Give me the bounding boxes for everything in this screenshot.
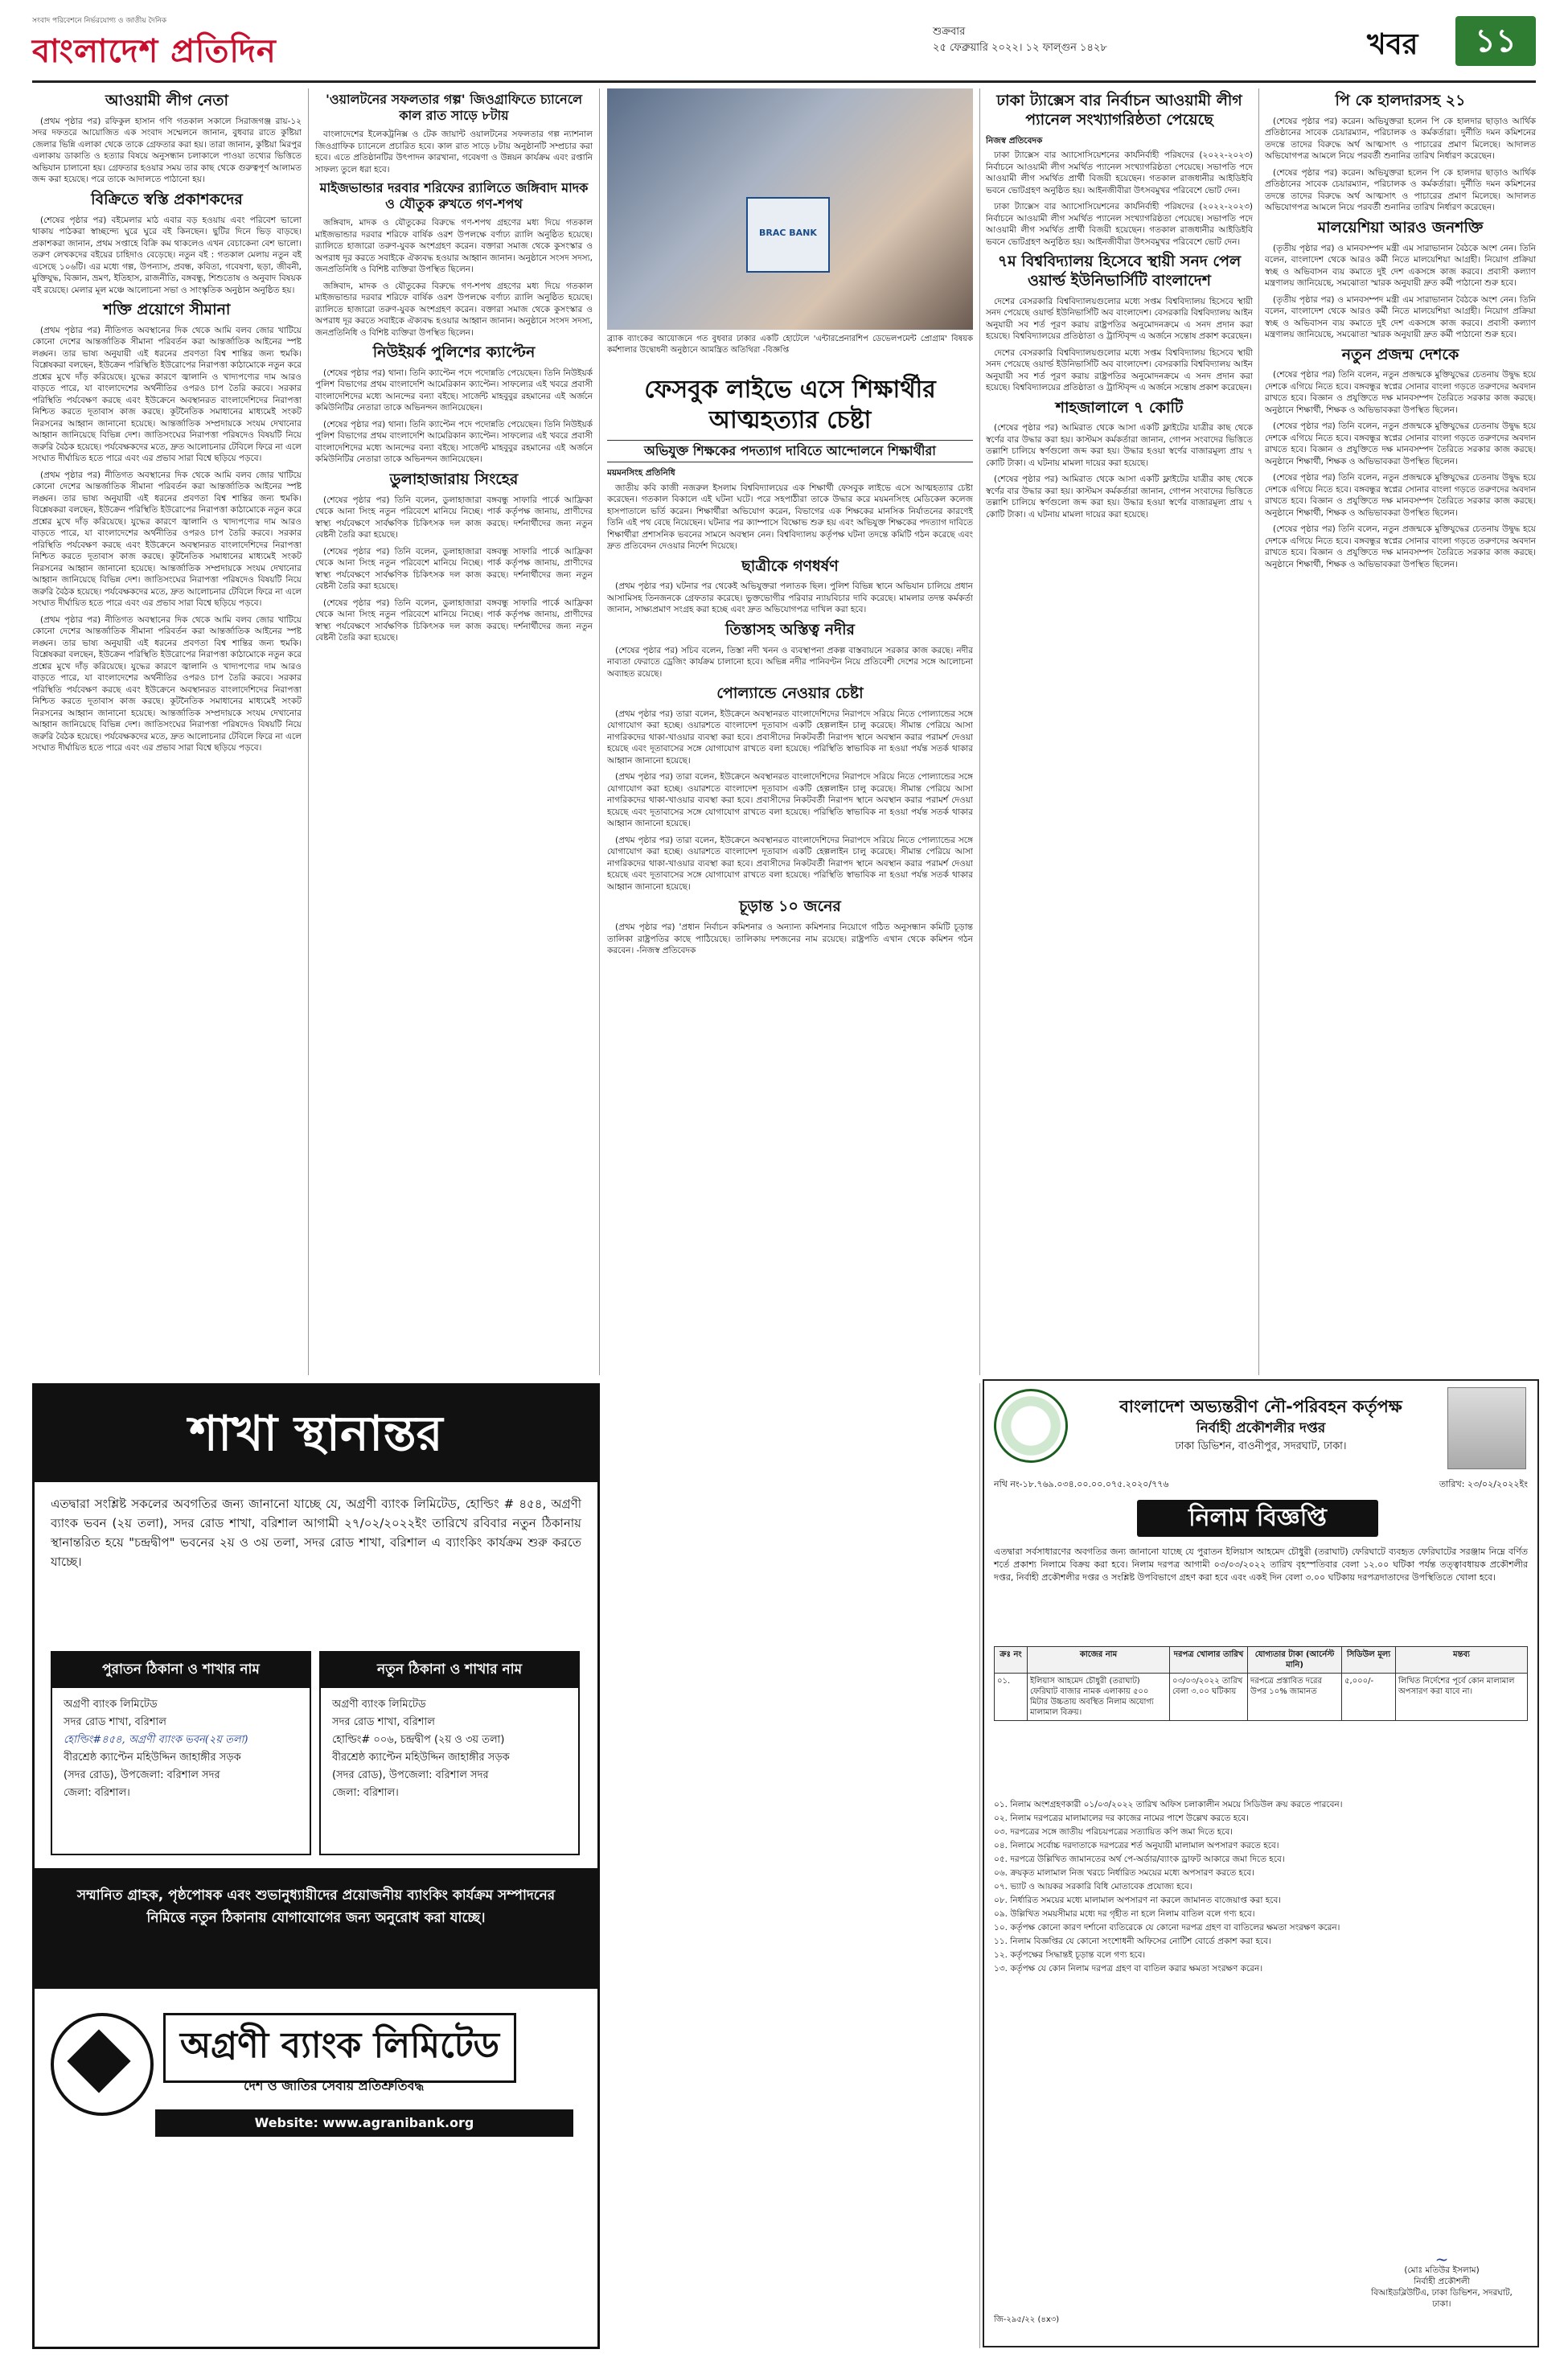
- new-address-box: [319, 1651, 580, 1855]
- article-body: বাংলাদেশের ইলেকট্রনিক্স ও টেক জায়ান্ট ওয়ালটনের সফলতার গল্প ন্যাশনাল জিওগ্রাফিক চ্যানেলে প্রচারিত হবে। কাল রাত সাড়ে ৮টায় অনুষ্ঠানটি সম্প্রচার করা হবে। এতে প্রতিষ্ঠানটির উৎপাদন কারখানা, গবেষণা ও উন্নয়ন কার্যক্রম এবং রপ্তানি সাফল্য তুলে ধরা হবে।: [315, 129, 593, 175]
- condition-item: ১০. কর্তৃপক্ষ কোনো কারণ দর্শানো ব্যতিরেকে যে কোনো দরপত্র গ্রহণ বা বাতিলের ক্ষমতা সংরক্ষণ করেন।: [994, 1923, 1340, 1932]
- column-divider: [308, 88, 309, 1375]
- condition-item: ১১. নিলাম বিজ্ঞপ্তির যে কোনো সংশোধনী অফিসের নোটিশ বোর্ডে প্রকাশ করা হবে।: [994, 1937, 1271, 1946]
- table-cell: দরপত্রে প্রস্তাবিত দরের উপর ১০% জামানত: [1248, 1674, 1342, 1721]
- condition-item: ১৩. কর্তৃপক্ষ যে কোন নিলাম দরপত্র গ্রহণ বা বাতিল করার ক্ষমতা সংরক্ষণ করেন।: [994, 1964, 1263, 1974]
- old-address-line: বীরশ্রেষ্ঠ ক্যাপ্টেন মহিউদ্দিন জাহাঙ্গীর সড়ক: [64, 1752, 241, 1764]
- new-address-line: সদর রোড শাখা, বরিশাল: [332, 1716, 435, 1728]
- news-photo-brac-bank-event: [607, 88, 973, 330]
- article-body: (প্রথম পৃষ্ঠার পর) নীতিগত অবস্থানের দিক থেকে আমি বলব জোর খাটিয়ে কোনো দেশের আন্তর্জাতিক সীমানা পরিবর্তন করা আন্তর্জাতিক আইনের স্পষ্ট লঙ্ঘন। তার ভাষ্য অনুযায়ী এই ধরনের প্রবণতা বিশ্ব শান্তির জন্য হুমকি। বিশ্লেষকরা বলছেন, ইউক্রেন পরিস্থিতি ইউরোপের নিরাপত্তা কাঠামোকে নতুন করে প্রশ্নের মুখে দাঁড় করিয়েছে। যুদ্ধের কারণে জ্বালানি ও খাদ্যপণ্যের দাম আরও বাড়তে পারে, যা বাংলাদেশের অর্থনীতির ওপরও চাপ তৈরি করবে। সরকার পরিস্থিতি পর্যবেক্ষণ করছে এবং ইউক্রেনে অবস্থানরত বাংলাদেশিদের নিরাপত্তা নিশ্চিত করতে দূতাবাস কাজ করছে। কূটনৈতিক সমাধানের মাধ্যমেই সংকট নিরসনের আহ্বান জানানো হয়েছে। আন্তর্জাতিক সম্প্রদায়কে সংযম দেখানোর আহ্বান জানিয়েছে বিভিন্ন দেশ। জাতিসংঘের নিরাপত্তা পরিষদেও বিষয়টি নিয়ে জরুরি বৈঠক হয়েছে। পর্যবেক্ষকদের মতে, দ্রুত আলোচনার টেবিলে ফিরে না এলে সংঘাত দীর্ঘায়িত হতে পারে এবং এর প্রভাব সারা বিশ্বে ছড়িয়ে পড়বে।: [32, 614, 302, 754]
- photo-banner-text: BRAC BANK: [758, 228, 817, 238]
- condition-item: ০৫. দরপত্রে উল্লিখিত জামানতের অর্থ পে-অর্ডার/ব্যাংক ড্রাফট আকারে জমা দিতে হবে।: [994, 1854, 1285, 1864]
- portrait-image: [1447, 1387, 1526, 1469]
- article-body: (শেষের পৃষ্ঠার পর) তিনি বলেন, নতুন প্রজন্মকে মুক্তিযুদ্ধের চেতনায় উদ্বুদ্ধ হয়ে দেশকে এগিয়ে নিতে হবে। বঙ্গবন্ধুর স্বপ্নের সোনার বাংলা গড়তে তরুণদের অবদান রাখতে হবে। বিজ্ঞান ও প্রযুক্তিতে দক্ষ মানবসম্পদ তৈরিতে সরকার কাজ করছে। অনুষ্ঠানে শিক্ষার্থী, শিক্ষক ও অভিভাবকরা উপস্থিত ছিলেন।: [1265, 370, 1536, 415]
- lead-headline-facebook-live: ফেসবুক লাইভে এসে শিক্ষার্থীর আত্মহত্যার চেষ্টা: [644, 376, 936, 434]
- issue-date: [933, 24, 1107, 56]
- new-address-line: অগ্রণী ব্যাংক লিমিটেড: [332, 1698, 426, 1711]
- article-body: (শেষের পৃষ্ঠার পর) আমিরাত থেকে আসা একটি ফ্লাইটের যাত্রীর কাছ থেকে স্বর্ণের বার উদ্ধার করা হয়। কাস্টমস কর্মকর্তারা জানান, গোপন সংবাদের ভিত্তিতে তল্লাশি চালিয়ে স্বর্ণগুলো জব্দ করা হয়। উদ্ধার হওয়া স্বর্ণের বাজারমূল্য প্রায় ৭ কোটি টাকা। এ ঘটনায় মামলা দায়ের করা হয়েছে।: [986, 474, 1253, 520]
- auction-table: [994, 1646, 1528, 1721]
- article-body: (শেষের পৃষ্ঠার পর) তিনি বলেন, নতুন প্রজন্মকে মুক্তিযুদ্ধের চেতনায় উদ্বুদ্ধ হয়ে দেশকে এগিয়ে নিতে হবে। বঙ্গবন্ধুর স্বপ্নের সোনার বাংলা গড়তে তরুণদের অবদান রাখতে হবে। বিজ্ঞান ও প্রযুক্তিতে দক্ষ মানবসম্পদ তৈরিতে সরকার কাজ করছে। অনুষ্ঠানে শিক্ষার্থী, শিক্ষক ও অভিভাবকরা উপস্থিত ছিলেন।: [1265, 524, 1536, 569]
- issue-date-text: ২৫ ফেব্রুয়ারি ২০২২। ১২ ফাল্গুন ১৪২৮: [933, 42, 1107, 54]
- condition-item: ০৪. নিলামে সর্বোচ্চ দরদাতাকে দরপত্রের শর্ত অনুযায়ী মালামাল অপসারণ করতে হবে।: [994, 1841, 1279, 1850]
- condition-item: ০৮. নির্ধারিত সময়ের মধ্যে মালামাল অপসারণ না করলে জামানত বাজেয়াপ্ত করা হবে।: [994, 1896, 1282, 1905]
- table-header: দরপত্র খোলার তারিখ: [1170, 1647, 1248, 1674]
- page-number-badge: ১১: [1455, 16, 1536, 66]
- bank-name: অগ্রণী ব্যাংক লিমিটেড: [163, 2013, 516, 2083]
- article-body: (প্রথম পৃষ্ঠার পর) তারা বলেন, ইউক্রেনে অবস্থানরত বাংলাদেশিদের নিরাপদে সরিয়ে নিতে পোল্যান্ডের সঙ্গে যোগাযোগ করা হচ্ছে। ওয়ারশতে বাংলাদেশ দূতাবাস একটি হেল্পলাইন চালু করেছে। সীমান্ত পেরিয়ে আসা নাগরিকদের থাকা-খাওয়ার ব্যবস্থা করা হবে। প্রবাসীদের নিকটবর্তী নিরাপদ স্থানে অবস্থান করার পরামর্শ দেওয়া হয়েছে এবং দূতাবাসের সঙ্গে যোগাযোগ রাখতে বলা হয়েছে। পরিস্থিতি স্বাভাবিক না হওয়া পর্যন্ত সতর্ক থাকার আহ্বান জানানো হয়েছে।: [607, 772, 973, 829]
- article-body: (শেষের পৃষ্ঠার পর) করেন। অভিযুক্তরা হলেন পি কে হালদার ছাড়াও আর্থিক প্রতিষ্ঠানের সাবেক চেয়ারম্যান, পরিচালক ও কর্মকর্তারা। দুর্নীতি দমন কমিশনের তদন্তে তাদের বিরুদ্ধে অর্থ আত্মসাৎ ও পাচারের প্রমাণ মিলেছে। আদালত অভিযোগপত্র আমলে নিয়ে পরবর্তী শুনানির তারিখ নির্ধারণ করেছেন।: [1265, 167, 1536, 213]
- column-second: [315, 88, 593, 1375]
- headline-new-generation: নতুন প্রজন্ম দেশকে: [1341, 345, 1459, 363]
- column-left: [32, 88, 302, 1375]
- article-body: ঢাকা ট্যাক্সেস বার অ্যাসোসিয়েশনের কার্যনির্বাহী পরিষদের (২০২২-২০২৩) নির্বাচনে আওয়ামী লীগ সমর্থিত প্যানেল সংখ্যাগরিষ্ঠতা পেয়েছে। সভাপতি পদে আওয়ামী লীগ সমর্থিত প্রার্থী বিজয়ী হয়েছেন। গতকাল রাজধানীর আইডিইবি ভবনে ভোটগ্রহণ অনুষ্ঠিত হয়। আইনজীবীরা উৎসবমুখর পরিবেশে ভোট দেন।: [986, 150, 1253, 195]
- notice-code: জি-২৯৫/২২ (৪x৩): [994, 2315, 1060, 2324]
- byline: নিজস্ব প্রতিবেদক: [986, 135, 1043, 146]
- column-center: [607, 372, 973, 1377]
- headline-gang-rape: ছাত্রীকে গণধর্ষণ: [741, 557, 839, 575]
- headline-dulahazara: ডুলাহাজারায় সিংহের: [389, 470, 519, 488]
- column-divider: [599, 88, 600, 1375]
- table-row: [995, 1674, 1528, 1721]
- column-fifth: [986, 88, 1253, 1375]
- article-body: (শেষের পৃষ্ঠার পর) বইমেলার মাঠ এবার বড় হওয়ায় এবং পরিবেশ ভালো থাকায় পাঠকরা স্বাচ্ছন্দ্যে ঘুরে ঘুরে বই কিনছেন। ছুটির দিনে ভিড় বাড়ছে। প্রকাশকরা জানান, প্রথম সপ্তাহে বিক্রি কম থাকলেও এখন বেচাকেনা বেশ ভালো। তরুণ লেখকদের বইয়ের চাহিদাও বেড়েছে। নতুন বই : গতকাল মেলায় নতুন বই এসেছে ১০৬টি। এর মধ্যে গল্প, উপন্যাস, প্রবন্ধ, কবিতা, গবেষণা, ছড়া, জীবনী, মুক্তিযুদ্ধ, বিজ্ঞান, ভ্রমণ, ইতিহাস, রাজনীতি, বঙ্গবন্ধু, শিশুতোষ ও অনুবাদ বিষয়ক বই রয়েছে। মেলার মূল মঞ্চে আলোচনা সভা ও সাংস্কৃতিক অনুষ্ঠান অনুষ্ঠিত হয়।: [32, 215, 302, 295]
- lead-subheadline: অভিযুক্ত শিক্ষকের পদত্যাগ দাবিতে আন্দোলনে শিক্ষার্থীরা: [607, 440, 973, 462]
- signer-title: নির্বাহী প্রকৌশলী: [1414, 2277, 1470, 2286]
- notice-org: বাংলাদেশ অভ্যন্তরীণ নৌ-পরিবহন কর্তৃপক্ষ: [1119, 1397, 1402, 1416]
- notice-address: ঢাকা ডিভিশন, বাওনীপুর, সদরঘাট, ঢাকা।: [1175, 1440, 1347, 1452]
- ad-title: শাখা স্থানান্তর: [35, 1386, 597, 1482]
- condition-item: ০৭. ভ্যাট ও আয়কর সরকারি বিধি মোতাবেক প্রযোজ্য হবে।: [994, 1882, 1192, 1891]
- old-address-heading: পুরাতন ঠিকানা ও শাখার নাম: [52, 1653, 310, 1688]
- article-body: (শেষের পৃষ্ঠার পর) তিনি বলেন, নতুন প্রজন্মকে মুক্তিযুদ্ধের চেতনায় উদ্বুদ্ধ হয়ে দেশকে এগিয়ে নিতে হবে। বঙ্গবন্ধুর স্বপ্নের সোনার বাংলা গড়তে তরুণদের অবদান রাখতে হবে। বিজ্ঞান ও প্রযুক্তিতে দক্ষ মানবসম্পদ তৈরিতে সরকার কাজ করছে। অনুষ্ঠানে শিক্ষার্থী, শিক্ষক ও অভিভাবকরা উপস্থিত ছিলেন।: [1265, 473, 1536, 518]
- article-body: (প্রথম পৃষ্ঠার পর) নীতিগত অবস্থানের দিক থেকে আমি বলব জোর খাটিয়ে কোনো দেশের আন্তর্জাতিক সীমানা পরিবর্তন করা আন্তর্জাতিক আইনের স্পষ্ট লঙ্ঘন। তার ভাষ্য অনুযায়ী এই ধরনের প্রবণতা বিশ্ব শান্তির জন্য হুমকি। বিশ্লেষকরা বলছেন, ইউক্রেন পরিস্থিতি ইউরোপের নিরাপত্তা কাঠামোকে নতুন করে প্রশ্নের মুখে দাঁড় করিয়েছে। যুদ্ধের কারণে জ্বালানি ও খাদ্যপণ্যের দাম আরও বাড়তে পারে, যা বাংলাদেশের অর্থনীতির ওপরও চাপ তৈরি করবে। সরকার পরিস্থিতি পর্যবেক্ষণ করছে এবং ইউক্রেনে অবস্থানরত বাংলাদেশিদের নিরাপত্তা নিশ্চিত করতে দূতাবাস কাজ করছে। কূটনৈতিক সমাধানের মাধ্যমেই সংকট নিরসনের আহ্বান জানানো হয়েছে। আন্তর্জাতিক সম্প্রদায়কে সংযম দেখানোর আহ্বান জানিয়েছে বিভিন্ন দেশ। জাতিসংঘের নিরাপত্তা পরিষদেও বিষয়টি নিয়ে জরুরি বৈঠক হয়েছে। পর্যবেক্ষকদের মতে, দ্রুত আলোচনার টেবিলে ফিরে না এলে সংঘাত দীর্ঘায়িত হতে পারে এবং এর প্রভাব সারা বিশ্বে ছড়িয়ে পড়বে।: [32, 470, 302, 609]
- article-body: (শেষের পৃষ্ঠার পর) তিনি বলেন, ডুলাহাজারা বঙ্গবন্ধু সাফারি পার্কে আফ্রিকা থেকে আনা সিংহ নতুন পরিবেশে মানিয়ে নিচ্ছে। পার্ক কর্তৃপক্ষ জানায়, প্রাণীদের স্বাস্থ্য পর্যবেক্ষণে সার্বক্ষণিক চিকিৎসক দল কাজ করছে। দর্শনার্থীদের জন্য নতুন বেষ্টনী তৈরি করা হয়েছে।: [315, 598, 593, 643]
- notice-ref-number: নথি নং-১৮.৭৬৯.০৩৪.০০.০০.০৭৫.২০২০/৭৭৬: [994, 1479, 1169, 1489]
- article-body: (শেষের পৃষ্ঠার পর) থানা। তিনি ক্যাপ্টেন পদে পদোন্নতি পেয়েছেন। তিনি নিউইয়র্ক পুলিশ বিভাগের প্রথম বাংলাদেশি আমেরিকান ক্যাপ্টেন। সাফল্যের এই খবরে প্রবাসী বাংলাদেশিদের মধ্যে আনন্দের বন্যা বইছে। সার্জেন্ট মাহবুবুর রহমানের এই অর্জনে কমিউনিটির নেতারা তাকে অভিনন্দন জানিয়েছেন।: [315, 368, 593, 413]
- auction-notice: [983, 1379, 1539, 2347]
- article-body: (তৃতীয় পৃষ্ঠার পর) ও মানবসম্পদ মন্ত্রী এম সারাভানান বৈঠকে অংশ নেন। তিনি বলেন, বাংলাদেশ থেকে আরও কর্মী নিতে মালয়েশিয়া আগ্রহী। নিয়োগ প্রক্রিয়া স্বচ্ছ ও অভিবাসন ব্যয় কমাতে দুই দেশ একসঙ্গে কাজ করবে। প্রবাসী কল্যাণ মন্ত্রণালয় জানিয়েছে, সমঝোতা স্মারক অনুযায়ী দ্রুত কর্মী পাঠানো শুরু হবে।: [1265, 294, 1536, 339]
- bank-tagline: দেশ ও জাতির সেবায় প্রতিশ্রুতিবদ্ধ: [244, 2078, 425, 2093]
- bank-website: Website: www.agranibank.org: [155, 2109, 573, 2137]
- signature-image: ~: [1435, 2249, 1449, 2269]
- new-address-line: বীরশ্রেষ্ঠ ক্যাপ্টেন মহিউদ্দিন জাহাঙ্গীর সড়ক: [332, 1752, 510, 1764]
- table-header-row: [995, 1647, 1528, 1674]
- article-body: দেশের বেসরকারি বিশ্ববিদ্যালয়গুলোর মধ্যে সপ্তম বিশ্ববিদ্যালয় হিসেবে স্থায়ী সনদ পেয়েছে ওয়ার্ল্ড ইউনিভার্সিটি অব বাংলাদেশ। বেসরকারি বিশ্ববিদ্যালয় আইন অনুযায়ী সব শর্ত পূরণ করায় রাষ্ট্রপতির অনুমোদনক্রমে এ সনদ প্রদান করা হয়েছে। বিশ্ববিদ্যালয়ের প্রতিষ্ঠাতা ও ট্রাস্টিবৃন্দ এ অর্জনে সন্তোষ প্রকাশ করেছেন।: [986, 296, 1253, 341]
- table-header: সিডিউল মূল্য: [1342, 1647, 1396, 1674]
- headline-nypd-captain: নিউইয়র্ক পুলিশের ক্যাপ্টেন: [372, 343, 536, 361]
- old-address-line: সদর রোড শাখা, বরিশাল: [64, 1716, 166, 1728]
- article-body: (শেষের পৃষ্ঠার পর) থানা। তিনি ক্যাপ্টেন পদে পদোন্নতি পেয়েছেন। তিনি নিউইয়র্ক পুলিশ বিভাগের প্রথম বাংলাদেশি আমেরিকান ক্যাপ্টেন। সাফল্যের এই খবরে প্রবাসী বাংলাদেশিদের মধ্যে আনন্দের বন্যা বইছে। সার্জেন্ট মাহবুবুর রহমানের এই অর্জনে কমিউনিটির নেতারা তাকে অভিনন্দন জানিয়েছেন।: [315, 419, 593, 465]
- signer-name: (মোঃ মতিউর ইসলাম): [1404, 2265, 1480, 2275]
- condition-item: ০৩. দরপত্রের সঙ্গে জাতীয় পরিচয়পত্রের সত্যায়িত কপি জমা দিতে হবে।: [994, 1827, 1233, 1837]
- article-body: জঙ্গিবাদ, মাদক ও যৌতুকের বিরুদ্ধে গণ-শপথ গ্রহণের মধ্য দিয়ে গতকাল মাইজভান্ডার দরবার শরিফে বার্ষিক ওরশ উপলক্ষে বর্ণাঢ্য র‍্যালি অনুষ্ঠিত হয়েছে। র‍্যালিতে হাজারো তরুণ-যুবক অংশগ্রহণ করেন। বক্তারা সমাজ থেকে কুসংস্কার ও অপরাধ দূর করতে সবাইকে ঐক্যবদ্ধ হওয়ার আহ্বান জানান। অনুষ্ঠানে সংসদ সদস্য, জনপ্রতিনিধি ও বিশিষ্ট ব্যক্তিরা উপস্থিত ছিলেন।: [315, 218, 593, 274]
- article-body: জঙ্গিবাদ, মাদক ও যৌতুকের বিরুদ্ধে গণ-শপথ গ্রহণের মধ্য দিয়ে গতকাল মাইজভান্ডার দরবার শরিফে বার্ষিক ওরশ উপলক্ষে বর্ণাঢ্য র‍্যালি অনুষ্ঠিত হয়েছে। র‍্যালিতে হাজারো তরুণ-যুবক অংশগ্রহণ করেন। বক্তারা সমাজ থেকে কুসংস্কার ও অপরাধ দূর করতে সবাইকে ঐক্যবদ্ধ হওয়ার আহ্বান জানান। অনুষ্ঠানে সংসদ সদস্য, জনপ্রতিনিধি ও বিশিষ্ট ব্যক্তিরা উপস্থিত ছিলেন।: [315, 281, 593, 338]
- article-body: (প্রথম পৃষ্ঠার পর) 'প্রধান নির্বাচন কমিশনার ও অন্যান্য কমিশনার নিয়োগে গঠিত অনুসন্ধান কমিটি চূড়ান্ত তালিকা রাষ্ট্রপতির কাছে পাঠিয়েছে। তালিকায় দশজনের নাম রয়েছে। রাষ্ট্রপতি এখান থেকে কমিশন গঠন করবেন। -নিজস্ব প্রতিবেদক: [607, 922, 973, 955]
- new-address-heading: নতুন ঠিকানা ও শাখার নাম: [321, 1653, 578, 1688]
- headline-maizbhandar: মাইজভান্ডার দরবার শরিফের র‍্যালিতে জঙ্গিবাদ মাদক ও যৌতুক রুখতে গণ-শপথ: [319, 180, 589, 212]
- article-body: (প্রথম পৃষ্ঠার পর) রফিকুল হাসান গণি গতকাল সকালে সিরাজগঞ্জ রায়-১২ সদর দফতরে আয়োজিত এক সংবাদ সম্মেলনে জানান, বুধবার রাতে কুষ্টিয়া জেলার ভিন্নি এলাকা থেকে তাকে গ্রেফতার করা হয়। তারা জানান, কুষ্টিয়া মিরপুর এলাকায় ডাকাতি ও হত্যার বিষয়ে অনুসন্ধান চলাকালে পাওয়া তথ্যের ভিত্তিতে অভিযান চালানো হয়। গ্রেফতার হওয়ার সময় তার কাছ থেকে গুরুত্বপূর্ণ আলামত জব্দ করা হয়েছে। পরে তাকে আদালতে পাঠানো হয়।: [32, 116, 302, 185]
- old-address-line: অগ্রণী ব্যাংক লিমিটেড: [64, 1698, 158, 1711]
- photo-banner: [746, 197, 830, 273]
- old-address-line: হোল্ডিং#৪৫৪, অগ্রণী ব্যাংক ভবন(২য় তলা): [64, 1734, 248, 1746]
- masthead-tagline: সংবাদ পরিবেশনে নির্ভরযোগ্য ও জাতীয় দৈনিক: [32, 17, 167, 25]
- old-address-line: জেলা: বরিশাল।: [64, 1787, 130, 1799]
- notice-title: নিলাম বিজ্ঞপ্তি: [1137, 1500, 1378, 1537]
- headline-book-fair: বিক্রিতে স্বস্তি প্রকাশকদের: [91, 190, 243, 208]
- article-body: (প্রথম পৃষ্ঠার পর) তারা বলেন, ইউক্রেনে অবস্থানরত বাংলাদেশিদের নিরাপদে সরিয়ে নিতে পোল্যান্ডের সঙ্গে যোগাযোগ করা হচ্ছে। ওয়ারশতে বাংলাদেশ দূতাবাস একটি হেল্পলাইন চালু করেছে। সীমান্ত পেরিয়ে আসা নাগরিকদের থাকা-খাওয়ার ব্যবস্থা করা হবে। প্রবাসীদের নিকটবর্তী নিরাপদ স্থানে অবস্থান করার পরামর্শ দেওয়া হয়েছে এবং দূতাবাসের সঙ্গে যোগাযোগ রাখতে বলা হয়েছে। পরিস্থিতি স্বাভাবিক না হওয়া পর্যন্ত সতর্ক থাকার আহ্বান জানানো হয়েছে।: [607, 709, 973, 766]
- advertisement-branch-relocation: [32, 1383, 600, 2349]
- column-divider: [1258, 88, 1259, 1375]
- issue-day: শুক্রবার: [933, 26, 966, 38]
- notice-conditions: [994, 1799, 1528, 1977]
- article-body: (তৃতীয় পৃষ্ঠার পর) ও মানবসম্পদ মন্ত্রী এম সারাভানান বৈঠকে অংশ নেন। তিনি বলেন, বাংলাদেশ থেকে আরও কর্মী নিতে মালয়েশিয়া আগ্রহী। নিয়োগ প্রক্রিয়া স্বচ্ছ ও অভিবাসন ব্যয় কমাতে দুই দেশ একসঙ্গে কাজ করবে। প্রবাসী কল্যাণ মন্ত্রণালয় জানিয়েছে, সমঝোতা স্মারক অনুযায়ী দ্রুত কর্মী পাঠানো শুরু হবে।: [1265, 243, 1536, 288]
- headline-pk-halder: পি কে হালদারসহ ২১: [1335, 92, 1466, 109]
- biwta-logo-icon: [994, 1389, 1068, 1463]
- old-address-box: [51, 1651, 311, 1855]
- signature-block: [1365, 2249, 1518, 2310]
- table-cell: ০৩/০৩/২০২২ তারিখ বেলা ৩.০০ ঘটিকায়: [1170, 1674, 1248, 1721]
- article-body: (প্রথম পৃষ্ঠার পর) নীতিগত অবস্থানের দিক থেকে আমি বলব জোর খাটিয়ে কোনো দেশের আন্তর্জাতিক সীমানা পরিবর্তন করা আন্তর্জাতিক আইনের স্পষ্ট লঙ্ঘন। তার ভাষ্য অনুযায়ী এই ধরনের প্রবণতা বিশ্ব শান্তির জন্য হুমকি। বিশ্লেষকরা বলছেন, ইউক্রেন পরিস্থিতি ইউরোপের নিরাপত্তা কাঠামোকে নতুন করে প্রশ্নের মুখে দাঁড় করিয়েছে। যুদ্ধের কারণে জ্বালানি ও খাদ্যপণ্যের দাম আরও বাড়তে পারে, যা বাংলাদেশের অর্থনীতির ওপরও চাপ তৈরি করবে। সরকার পরিস্থিতি পর্যবেক্ষণ করছে এবং ইউক্রেনে অবস্থানরত বাংলাদেশিদের নিরাপত্তা নিশ্চিত করতে দূতাবাস কাজ করছে। কূটনৈতিক সমাধানের মাধ্যমেই সংকট নিরসনের আহ্বান জানানো হয়েছে। আন্তর্জাতিক সম্প্রদায়কে সংযম দেখানোর আহ্বান জানিয়েছে বিভিন্ন দেশ। জাতিসংঘের নিরাপত্তা পরিষদেও বিষয়টি নিয়ে জরুরি বৈঠক হয়েছে। পর্যবেক্ষকদের মতে, দ্রুত আলোচনার টেবিলে ফিরে না এলে সংঘাত দীর্ঘায়িত হতে পারে এবং এর প্রভাব সারা বিশ্বে ছড়িয়ে পড়বে।: [32, 325, 302, 464]
- headline-teesta: তিস্তাসহ অস্তিত্ব নদীর: [725, 620, 855, 639]
- new-address-line: জেলা: বরিশাল।: [332, 1787, 399, 1799]
- column-divider: [979, 1383, 980, 2348]
- section-label: খবর: [1367, 28, 1418, 61]
- notice-date: তারিখ: ২৩/০২/২০২২ইং: [1439, 1479, 1528, 1489]
- article-body: (শেষের পৃষ্ঠার পর) তিনি বলেন, ডুলাহাজারা বঙ্গবন্ধু সাফারি পার্কে আফ্রিকা থেকে আনা সিংহ নতুন পরিবেশে মানিয়ে নিচ্ছে। পার্ক কর্তৃপক্ষ জানায়, প্রাণীদের স্বাস্থ্য পর্যবেক্ষণে সার্বক্ষণিক চিকিৎসক দল কাজ করছে। দর্শনার্থীদের জন্য নতুন বেষ্টনী তৈরি করা হয়েছে।: [315, 546, 593, 591]
- ad-body: এতদ্বারা সংশ্লিষ্ট সকলের অবগতির জন্য জানানো যাচ্ছে যে, অগ্রণী ব্যাংক লিমিটেড, হোল্ডিং # ৪৫৪, অগ্রণী ব্যাংক ভবন (২য় তলা), সদর রোড শাখা, বরিশাল আগামী ২৭/০২/২০২২ইং তারিখে রবিবার নতুন ঠিকানায় স্থানান্তরিত হয়ে "চন্দ্রদ্বীপ" ভবনের ২য় ও ৩য় তলা, সদর রোড শাখা, বরিশাল এ ব্যাংকিং কার্যক্রম শুরু করতে যাচ্ছে।: [51, 1497, 581, 1569]
- notice-office: নির্বাহী প্রকৌশলীর দপ্তর: [1196, 1420, 1326, 1436]
- condition-item: ০৬. ক্রয়কৃত মালামাল নিজ খরচে নির্ধারিত সময়ের মধ্যে অপসারণ করতে হবে।: [994, 1868, 1254, 1878]
- table-header: কাজের নাম: [1028, 1647, 1170, 1674]
- new-address-lines: [321, 1688, 578, 1810]
- table-header: যোগ্যতার টাকা (আর্নেস্ট মানি): [1248, 1647, 1342, 1674]
- byline: ময়মনসিংহ প্রতিনিধি: [607, 468, 675, 478]
- masthead: [32, 8, 1536, 83]
- notice-reference-line: [994, 1477, 1528, 1493]
- photo-caption: ব্র্যাক ব্যাংকের আয়োজনে গত বুধবার ঢাকার একটি হোটেলে 'এন্টারপ্রেনারশিপ ডেভেলপমেন্ট প্রোগ্রাম' বিষয়ক কর্মশালার উদ্বোধনী অনুষ্ঠানে আমন্ত্রিত অতিথিরা -বিজ্ঞপ্তি: [607, 335, 973, 355]
- newspaper-name-logo: বাংলাদেশ প্রতিদিন: [32, 32, 277, 70]
- table-cell: ০১.: [995, 1674, 1028, 1721]
- table-cell: ইলিয়াস আহমেদ চৌধুরী (তরাঘাট) ফেরিঘাট বাজার নামক এলাকায় ৫০০ মিটার উচ্চতায় অবস্থিত নিলাম অযোগ্য মালামাল বিক্রয়।: [1028, 1674, 1170, 1721]
- new-address-line: হোল্ডিং# ০০৬, চন্দ্রদ্বীপ (২য় ও ৩য় তলা): [332, 1734, 505, 1746]
- headline-taxes-bar: ঢাকা ট্যাক্সেস বার নির্বাচন আওয়ামী লীগ প্যানেল সংখ্যাগরিষ্ঠতা পেয়েছে: [996, 92, 1242, 129]
- table-header: মন্তব্য: [1396, 1647, 1528, 1674]
- table-cell: লিখিত নির্দেশের পূর্বে কোন মালামাল অপসারণ করা যাবে না।: [1396, 1674, 1528, 1721]
- condition-item: ০২. নিলাম দরপত্রের মালামালের দর কাজের নামের পাশে উল্লেখ করতে হবে।: [994, 1813, 1250, 1823]
- article-body: (শেষের পৃষ্ঠার পর) করেন। অভিযুক্তরা হলেন পি কে হালদার ছাড়াও আর্থিক প্রতিষ্ঠানের সাবেক চেয়ারম্যান, পরিচালক ও কর্মকর্তারা। দুর্নীতি দমন কমিশনের তদন্তে তাদের বিরুদ্ধে অর্থ আত্মসাৎ ও পাচারের প্রমাণ মিলেছে। আদালত অভিযোগপত্র আমলে নিয়ে পরবর্তী শুনানির তারিখ নির্ধারণ করেছেন।: [1265, 116, 1536, 162]
- headline-border-force: শক্তি প্রয়োগে সীমানা: [103, 301, 231, 318]
- article-body: দেশের বেসরকারি বিশ্ববিদ্যালয়গুলোর মধ্যে সপ্তম বিশ্ববিদ্যালয় হিসেবে স্থায়ী সনদ পেয়েছে ওয়ার্ল্ড ইউনিভার্সিটি অব বাংলাদেশ। বেসরকারি বিশ্ববিদ্যালয় আইন অনুযায়ী সব শর্ত পূরণ করায় রাষ্ট্রপতির অনুমোদনক্রমে এ সনদ প্রদান করা হয়েছে। বিশ্ববিদ্যালয়ের প্রতিষ্ঠাতা ও ট্রাস্টিবৃন্দ এ অর্জনে সন্তোষ প্রকাশ করেছেন।: [986, 347, 1253, 392]
- condition-item: ০১. নিলাম অংশগ্রহণকারী ০১/০৩/২০২২ তারিখ অফিস চলাকালীন সময়ে সিডিউল ক্রয় করতে পারবেন।: [994, 1800, 1343, 1809]
- condition-item: ০৯. উল্লিখিত সময়সীমার মধ্যে দর গৃহীত না হলে নিলাম বাতিল বলে গণ্য হবে।: [994, 1909, 1255, 1919]
- bank-logo-icon: [51, 2013, 154, 2116]
- article-body: (প্রথম পৃষ্ঠার পর) তারা বলেন, ইউক্রেনে অবস্থানরত বাংলাদেশিদের নিরাপদে সরিয়ে নিতে পোল্যান্ডের সঙ্গে যোগাযোগ করা হচ্ছে। ওয়ারশতে বাংলাদেশ দূতাবাস একটি হেল্পলাইন চালু করেছে। সীমান্ত পেরিয়ে আসা নাগরিকদের থাকা-খাওয়ার ব্যবস্থা করা হবে। প্রবাসীদের নিকটবর্তী নিরাপদ স্থানে অবস্থান করার পরামর্শ দেওয়া হয়েছে এবং দূতাবাসের সঙ্গে যোগাযোগ রাখতে বলা হয়েছে। পরিস্থিতি স্বাভাবিক না হওয়া পর্যন্ত সতর্ক থাকার আহ্বান জানানো হয়েছে।: [607, 835, 973, 892]
- condition-item: ১২. কর্তৃপক্ষের সিদ্ধান্তই চূড়ান্ত বলে গণ্য হবে।: [994, 1950, 1146, 1960]
- column-right: [1265, 88, 1536, 1375]
- notice-intro: এতদ্বারা সর্বসাধারণের অবগতির জন্য জানানো যাচ্ছে যে পুরাতন ইলিয়াস আহমেদ চৌধুরী (তরাঘাট) ফেরিঘাটে ব্যবহৃত ফেরিঘাটের সরঞ্জাম নিম্নে বর্ণিত শর্তে প্রকাশ্য নিলামে বিক্রয় করা হবে। নিলাম দরপত্র আগামী ০৩/০৩/২০২২ তারিখ বৃহস্পতিবার বেলা ১২.০০ ঘটিকা পর্যন্ত তত্ত্বাবধায়ক প্রকৌশলীর দপ্তর, নির্বাহী প্রকৌশলীর দপ্তর ও সংশ্লিষ্ট উপবিভাগে গ্রহণ করা হবে এবং একই দিন বেলা ৩.০০ ঘটিকায় দরপত্রদাতাদের উপস্থিতিতে খোলা হবে।: [994, 1546, 1528, 1583]
- article-body: জাতীয় কবি কাজী নজরুল ইসলাম বিশ্ববিদ্যালয়ের এক শিক্ষার্থী ফেসবুক লাইভে এসে আত্মহত্যার চেষ্টা করেছেন। গতকাল বিকালে এই ঘটনা ঘটে। পরে সহপাঠীরা তাকে উদ্ধার করে ময়মনসিংহ মেডিকেল কলেজ হাসপাতালে ভর্তি করেন। শিক্ষার্থীরা অভিযোগ করেন, বিভাগের এক শিক্ষকের মানসিক নির্যাতনের কারণেই তিনি এই পথ বেছে নিয়েছেন। ঘটনার পর ক্যাম্পাসে বিক্ষোভ শুরু হয় এবং অভিযুক্ত শিক্ষকের পদত্যাগ দাবিতে শিক্ষার্থীরা প্রশাসনিক ভবনের সামনে অবস্থান নেন। বিশ্ববিদ্যালয় কর্তৃপক্ষ ঘটনা তদন্তে কমিটি গঠন করেছে এবং দ্রুত প্রতিবেদন দেওয়ার নির্দেশ দিয়েছে।: [607, 483, 973, 551]
- table-cell: ৫,০০০/-: [1342, 1674, 1396, 1721]
- old-address-line: (সদর রোড), উপজেলা: বরিশাল সদর: [64, 1769, 220, 1781]
- article-body: (শেষের পৃষ্ঠার পর) তিনি বলেন, নতুন প্রজন্মকে মুক্তিযুদ্ধের চেতনায় উদ্বুদ্ধ হয়ে দেশকে এগিয়ে নিতে হবে। বঙ্গবন্ধুর স্বপ্নের সোনার বাংলা গড়তে তরুণদের অবদান রাখতে হবে। বিজ্ঞান ও প্রযুক্তিতে দক্ষ মানবসম্পদ তৈরিতে সরকার কাজ করছে। অনুষ্ঠানে শিক্ষার্থী, শিক্ষক ও অভিভাবকরা উপস্থিত ছিলেন।: [1265, 421, 1536, 466]
- new-address-line: (সদর রোড), উপজেলা: বরিশাল সদর: [332, 1769, 489, 1781]
- article-body: (শেষের পৃষ্ঠার পর) সচিব বলেন, তিস্তা নদী খনন ও ব্যবস্থাপনা প্রকল্প বাস্তবায়নে সরকার কাজ করছে। নদীর নাব্যতা ফেরাতে ড্রেজিং কার্যক্রম চালানো হবে। অভিন্ন নদীর পানিবণ্টন নিয়ে প্রতিবেশী দেশের সঙ্গে আলোচনা অব্যাহত রয়েছে।: [607, 645, 973, 679]
- article-body: (প্রথম পৃষ্ঠার পর) ঘটনার পর থেকেই অভিযুক্তরা পলাতক ছিল। পুলিশ বিভিন্ন স্থানে অভিযান চালিয়ে প্রধান আসামিসহ তিনজনকে গ্রেফতার করেছে। ভুক্তভোগীর পরিবার ন্যায়বিচার দাবি করেছে। মামলার তদন্ত কর্মকর্তা জানান, সাক্ষ্যপ্রমাণ সংগ্রহ করা হচ্ছে এবং দ্রুত অভিযোগপত্র দাখিল করা হবে।: [607, 581, 973, 615]
- article-body: ঢাকা ট্যাক্সেস বার অ্যাসোসিয়েশনের কার্যনির্বাহী পরিষদের (২০২২-২০২৩) নির্বাচনে আওয়ামী লীগ সমর্থিত প্যানেল সংখ্যাগরিষ্ঠতা পেয়েছে। সভাপতি পদে আওয়ামী লীগ সমর্থিত প্রার্থী বিজয়ী হয়েছেন। গতকাল রাজধানীর আইডিইবি ভবনে ভোটগ্রহণ অনুষ্ঠিত হয়। আইনজীবীরা উৎসবমুখর পরিবেশে ভোট দেন।: [986, 202, 1253, 247]
- column-divider: [979, 88, 980, 1375]
- signer-org: বিআইডব্লিউটিএ, ঢাকা ডিভিশন, সদরঘাট, ঢাকা।: [1371, 2288, 1513, 2309]
- headline-world-university: ৭ম বিশ্ববিদ্যালয় হিসেবে স্থায়ী সনদ পেল ওয়ার্ল্ড ইউনিভার্সিটি বাংলাদেশ: [997, 253, 1242, 290]
- table-header: ক্রঃ নং: [995, 1647, 1028, 1674]
- old-address-lines: [52, 1688, 310, 1810]
- article-body: (শেষের পৃষ্ঠার পর) তিনি বলেন, ডুলাহাজারা বঙ্গবন্ধু সাফারি পার্কে আফ্রিকা থেকে আনা সিংহ নতুন পরিবেশে মানিয়ে নিচ্ছে। পার্ক কর্তৃপক্ষ জানায়, প্রাণীদের স্বাস্থ্য পর্যবেক্ষণে সার্বক্ষণিক চিকিৎসক দল কাজ করছে। দর্শনার্থীদের জন্য নতুন বেষ্টনী তৈরি করা হয়েছে।: [315, 495, 593, 540]
- article-body: (শেষের পৃষ্ঠার পর) আমিরাত থেকে আসা একটি ফ্লাইটের যাত্রীর কাছ থেকে স্বর্ণের বার উদ্ধার করা হয়। কাস্টমস কর্মকর্তারা জানান, গোপন সংবাদের ভিত্তিতে তল্লাশি চালিয়ে স্বর্ণগুলো জব্দ করা হয়। উদ্ধার হওয়া স্বর্ণের বাজারমূল্য প্রায় ৭ কোটি টাকা। এ ঘটনায় মামলা দায়ের করা হয়েছে।: [986, 423, 1253, 468]
- headline-awami-leader: আওয়ামী লীগ নেতা: [105, 92, 228, 109]
- ad-footer-notice: সম্মানিত গ্রাহক, পৃষ্ঠপোষক এবং শুভানুধ্যায়ীদের প্রয়োজনীয় ব্যাংকিং কার্যক্রম সম্পাদনের নিমিত্তে নতুন ঠিকানায় যোগাযোগের জন্য অনুরোধ করা যাচ্ছে।: [35, 1868, 597, 1989]
- headline-final-ten: চূড়ান্ত ১০ জনের: [739, 897, 841, 916]
- headline-malaysia-manpower: মালয়েশিয়া আরও জনশক্তি: [1317, 218, 1484, 236]
- headline-walton: 'ওয়ালটনের সফলতার গল্প' জিওগ্রাফিতে চ্যানেলে কাল রাত সাড়ে ৮টায়: [325, 92, 583, 123]
- headline-poland: পোল্যান্ডে নেওয়ার চেষ্টা: [716, 684, 864, 702]
- headline-shahjalal-gold: শাহজালালে ৭ কোটি: [1055, 398, 1184, 417]
